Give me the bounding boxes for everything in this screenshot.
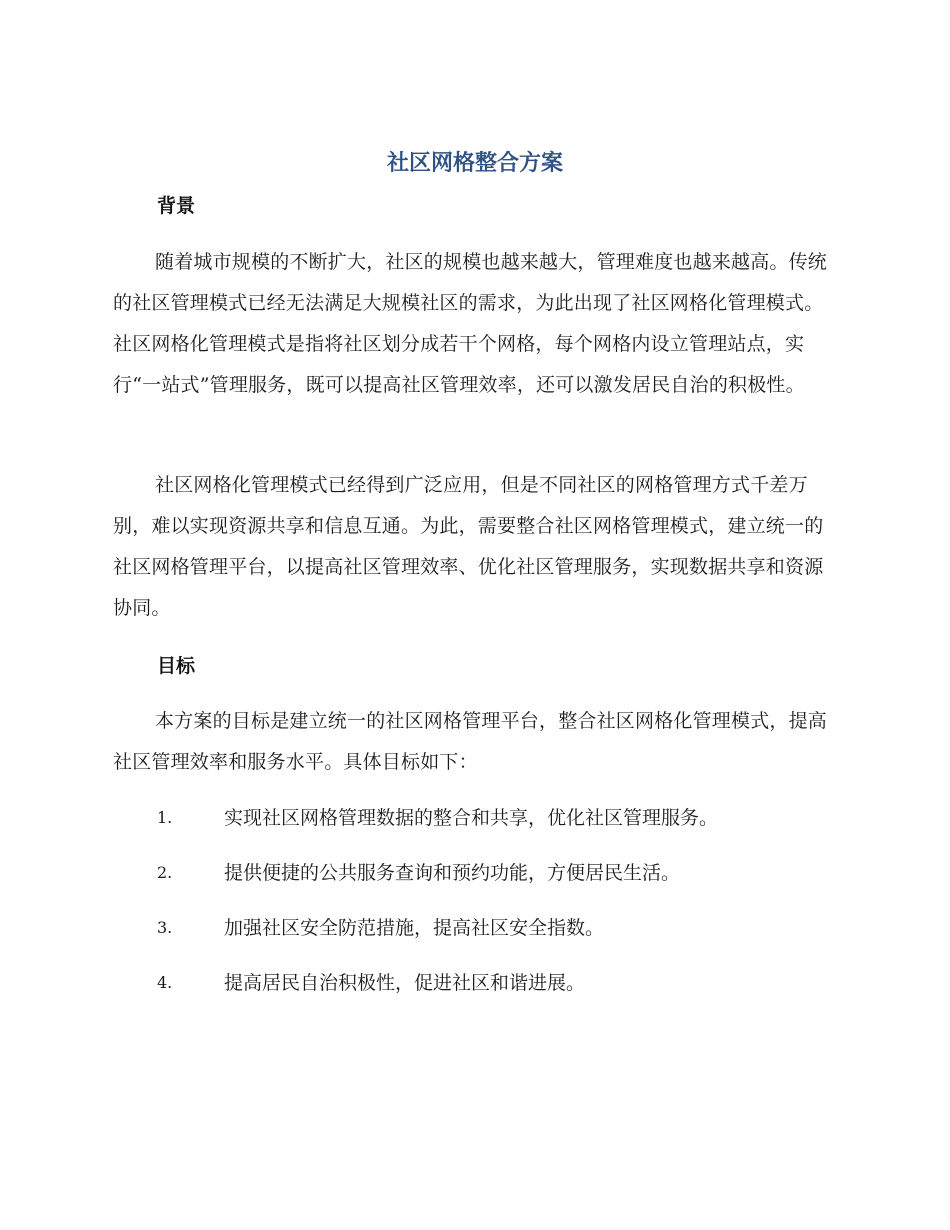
list-item [157, 963, 847, 1018]
goals-intro-paragraph: 本方案的目标是建立统一的社区网格管理平台，整合社区网格化管理模式，提高社区管理效率和服务水平。具体目标如下： [113, 710, 828, 773]
background-paragraph-1: 随着城市规模的不断扩大，社区的规模也越来越大，管理难度也越来越高。传统的社区管理模式已经无法满足大规模社区的需求，为此出现了社区网格化管理模式。社区网格化管理模式是指将社区划分成若干个网格，每个网格内设立管理站点，实行“一站式”管理服务，既可以提高社区管理效率，还可以激发居民自治的积极性。 [113, 251, 828, 396]
list-item-number: 1. [157, 808, 173, 827]
list-item [157, 798, 847, 853]
document-title: 社区网格整合方案 [386, 151, 563, 176]
section-heading-goals: 目标 [157, 655, 196, 677]
list-item-text: 加强社区安全防范措施，提高社区安全指数。 [224, 917, 605, 939]
background-paragraph-2: 社区网格化管理模式已经得到广泛应用，但是不同社区的网格管理方式千差万别，难以实现资源共享和信息互通。为此，需要整合社区网格管理模式，建立统一的社区网格管理平台，以提高社区管理效率、优化社区管理服务，实现数据共享和资源协同。 [113, 474, 824, 619]
list-item-text: 提高居民自治积极性，促进社区和谐进展。 [224, 972, 586, 994]
list-item-number: 2. [157, 863, 173, 882]
list-item-text: 提供便捷的公共服务查询和预约功能，方便居民生活。 [224, 862, 681, 884]
list-item [157, 853, 847, 908]
list-item-number: 4. [157, 973, 173, 992]
list-item [157, 908, 847, 963]
list-item-text: 实现社区网格管理数据的整合和共享，优化社区管理服务。 [224, 807, 719, 829]
goals-list [157, 798, 847, 1018]
list-item-number: 3. [157, 918, 173, 937]
section-heading-background: 背景 [157, 195, 196, 217]
